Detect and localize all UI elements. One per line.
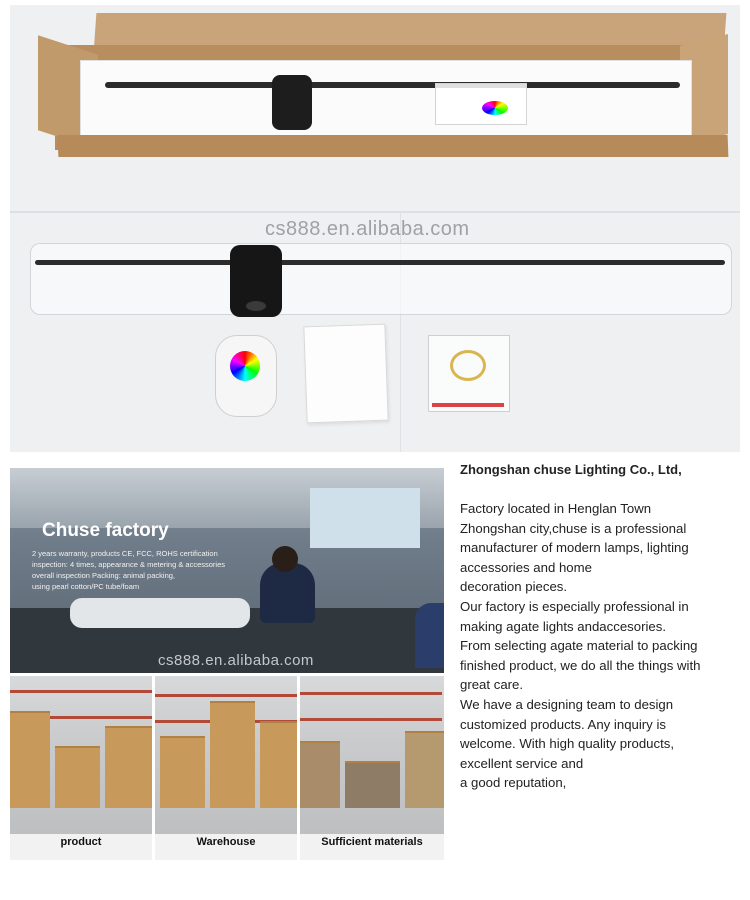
remote-color-wheel xyxy=(230,351,260,381)
material-stack xyxy=(300,741,340,808)
description-line: decoration pieces. xyxy=(460,579,568,595)
product-photo-tile xyxy=(10,676,152,860)
description-line: Our factory is especially professional in xyxy=(460,598,689,614)
worker xyxy=(260,563,315,623)
lamp-parts-pile xyxy=(70,598,250,628)
description-line: Zhongshan city,chuse is a professional xyxy=(460,520,687,536)
box-front-edge xyxy=(58,135,729,157)
company-info xyxy=(460,462,742,793)
factory-banner xyxy=(10,468,444,673)
lamp-rod-in-box xyxy=(105,82,680,88)
product-photo xyxy=(10,5,740,452)
carton-stack xyxy=(210,701,255,808)
factory-detail-line: 2 years warranty, products CE, FCC, ROHS certification xyxy=(32,549,218,558)
ceiling-beam xyxy=(300,718,442,721)
description-line: We have a designing team to design xyxy=(460,696,674,712)
factory-details xyxy=(32,548,262,592)
carton-stack xyxy=(10,711,50,808)
box-foam-insert xyxy=(80,60,692,140)
factory-title: Chuse factory xyxy=(42,520,169,541)
accessory-bag-in-box xyxy=(435,83,527,125)
carton-stack xyxy=(55,746,100,808)
material-stack xyxy=(345,761,400,808)
ceiling-beam xyxy=(155,694,297,697)
lamp-base-opening xyxy=(246,301,266,311)
factory-detail-line: inspection: 4 times, appearance & metering & accessories xyxy=(32,560,226,569)
lamp-base-in-box xyxy=(272,75,312,130)
carton-stack xyxy=(160,736,205,808)
description-line: Factory located in Henglan Town xyxy=(460,501,652,516)
warehouse-scene xyxy=(10,676,152,834)
description-line: making agate lights andaccesories. xyxy=(460,618,666,634)
wire-coil xyxy=(450,350,486,381)
material-stack xyxy=(405,731,444,808)
carton-stack xyxy=(105,726,152,808)
factory-detail-line: using pearl cotton/PC tube/foam xyxy=(32,582,140,591)
company-description xyxy=(460,499,742,793)
warehouse-scene xyxy=(155,676,297,834)
worker-right xyxy=(415,603,444,668)
description-line: a good reputation, xyxy=(460,775,567,791)
company-name: Zhongshan chuse Lighting Co., Ltd, xyxy=(460,462,682,477)
description-line: welcome. With high quality products, xyxy=(460,736,675,752)
description-line: customized products. Any inquiry is xyxy=(460,716,666,732)
description-line: finished product, we do all the things with xyxy=(460,657,701,673)
worker-head xyxy=(272,546,298,572)
description-line: manufacturer of modern lamps, lighting xyxy=(460,540,689,556)
zip-strip xyxy=(432,403,504,407)
photo-divider xyxy=(10,211,740,213)
plastic-wrap xyxy=(30,243,732,315)
watermark-factory: cs888.en.alibaba.com xyxy=(158,652,314,669)
warehouse-scene xyxy=(300,676,444,834)
ceiling-beam xyxy=(300,692,442,695)
remote-color-wheel-mini xyxy=(482,101,508,115)
photo-label-materials: Sufficient materials xyxy=(321,836,423,848)
description-line: excellent service and xyxy=(460,755,584,771)
ceiling-beam xyxy=(10,690,152,693)
instruction-sheet xyxy=(303,324,388,424)
warehouse-photo-tile xyxy=(155,676,297,860)
description-line: From selecting agate material to packing xyxy=(460,638,698,654)
description-line: great care. xyxy=(460,677,524,693)
carton-stack xyxy=(260,721,297,808)
photo-label-product: product xyxy=(60,836,102,848)
lamp-rod xyxy=(35,260,725,265)
photo-label-warehouse: Warehouse xyxy=(196,836,256,848)
materials-photo-tile xyxy=(300,676,444,860)
description-line: accessories and home xyxy=(460,559,592,575)
factory-window xyxy=(310,488,420,548)
watermark-top: cs888.en.alibaba.com xyxy=(265,218,470,240)
factory-detail-line: overall inspection Packing: animal packing, xyxy=(32,571,175,580)
